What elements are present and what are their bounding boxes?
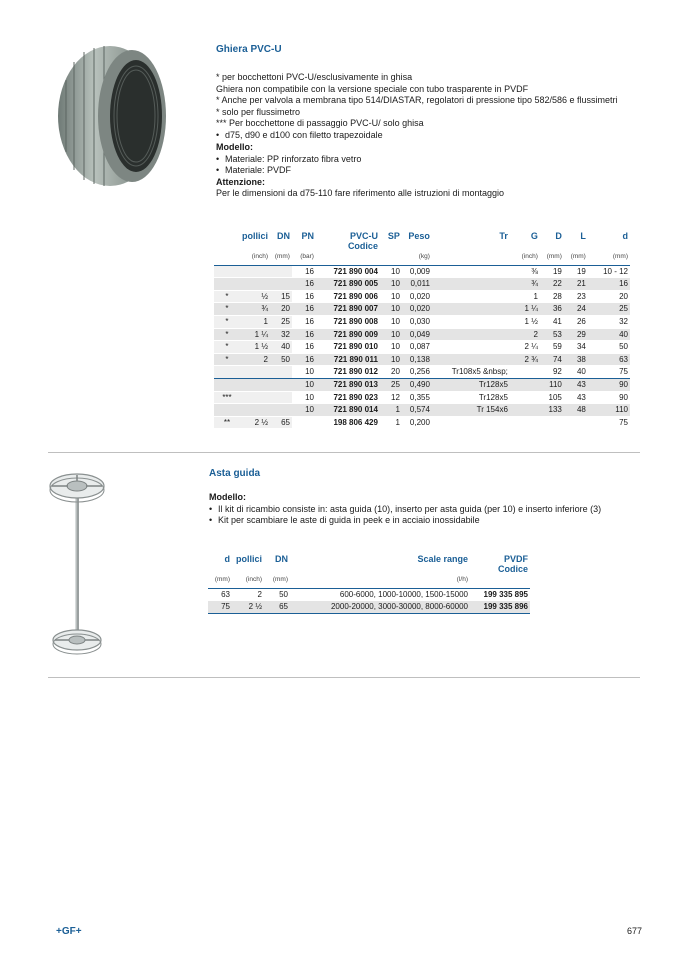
table-cell (270, 391, 292, 404)
table-cell: 10 (380, 303, 402, 316)
table-cell: 2 ½ (240, 416, 270, 429)
column-header: DN (276, 231, 290, 241)
table-cell: 41 (540, 315, 564, 328)
table-cell (432, 353, 510, 366)
divider (48, 677, 640, 678)
unit-label: (bar) (292, 251, 316, 265)
table-cell: 16 (588, 278, 630, 291)
table-cell: 0,011 (402, 278, 432, 291)
table-row (214, 303, 630, 316)
gf-logo: +GF+ (56, 926, 82, 937)
table-cell: 721 890 011 (316, 353, 380, 366)
table-row (214, 353, 630, 366)
table-row (214, 366, 630, 379)
table-cell: 2 (510, 328, 540, 341)
table-cell: 10 (292, 366, 316, 379)
table-cell: 40 (270, 341, 292, 354)
column-header (290, 564, 470, 574)
asta-guida-image (44, 466, 110, 662)
column-header (214, 231, 240, 241)
table-cell (270, 278, 292, 291)
table-cell: 65 (270, 416, 292, 429)
table-cell: 600-6000, 1000-10000, 1500-15000 (290, 588, 470, 601)
table-cell: 1 ½ (510, 315, 540, 328)
table-cell: * (214, 328, 240, 341)
table-row (214, 290, 630, 303)
table-cell: 2 (240, 353, 270, 366)
bullet-item: • Il kit di ricambio consiste in: asta guida (10), inserto per asta guida (per 10) e inserto inferiore (3) (209, 503, 602, 514)
column-header (432, 241, 510, 251)
column-header (292, 241, 316, 251)
table-cell: 22 (540, 278, 564, 291)
table-cell (432, 328, 510, 341)
table-cell: 2 (232, 588, 264, 601)
table-cell: *** (214, 391, 240, 404)
table-cell: 24 (564, 303, 588, 316)
column-header: Codice (347, 241, 378, 251)
table-cell: 110 (540, 378, 564, 391)
table-cell (214, 278, 240, 291)
column-header (214, 241, 240, 251)
table-cell: 110 (588, 404, 630, 417)
table-cell (214, 404, 240, 417)
table-cell (270, 366, 292, 379)
unit-label (214, 251, 240, 265)
table-cell: 721 890 006 (316, 290, 380, 303)
table-cell: 721 890 010 (316, 341, 380, 354)
table-cell: * (214, 353, 240, 366)
page-number: 677 (626, 926, 642, 936)
table-cell: 43 (564, 391, 588, 404)
table-cell (432, 265, 510, 278)
column-header (564, 241, 588, 251)
ghiera-table (214, 231, 630, 429)
table-cell: 16 (292, 328, 316, 341)
table-cell (564, 416, 588, 429)
notes-block (216, 72, 636, 200)
table-cell: 20 (270, 303, 292, 316)
table-cell: ½ (240, 290, 270, 303)
table-row (214, 391, 630, 404)
table-cell: 721 890 005 (316, 278, 380, 291)
column-header: PN (301, 231, 314, 241)
table-cell: 16 (292, 315, 316, 328)
header-row (208, 564, 530, 574)
column-header: Scale range (417, 554, 468, 564)
table-cell: 721 890 008 (316, 315, 380, 328)
column-header: Tr (499, 231, 508, 241)
table-cell (214, 378, 240, 391)
table-cell: * (214, 341, 240, 354)
table-cell (432, 303, 510, 316)
column-header (270, 241, 292, 251)
table-cell: 12 (380, 391, 402, 404)
table-cell: 50 (270, 353, 292, 366)
table-cell: 32 (588, 315, 630, 328)
table-cell: 36 (540, 303, 564, 316)
table-cell: 20 (380, 366, 402, 379)
column-header: DN (275, 554, 288, 564)
table-cell: 0,049 (402, 328, 432, 341)
column-header: Peso (408, 231, 430, 241)
unit-label (470, 574, 530, 588)
table-row (214, 341, 630, 354)
table-cell: 199 335 896 (470, 601, 530, 614)
table-cell: 65 (264, 601, 290, 614)
table-cell (510, 391, 540, 404)
table-cell: 0,020 (402, 303, 432, 316)
table-cell: 0,030 (402, 315, 432, 328)
bullet-item: • d75, d90 e d100 con filetto trapezoidale (216, 129, 383, 140)
note-line: Ghiera non compatibile con la versione speciale con tubo trasparente in PVDF (216, 83, 529, 94)
table-cell: 43 (564, 378, 588, 391)
table-cell: 10 (380, 290, 402, 303)
table-cell: 59 (540, 341, 564, 354)
unit-label: (mm) (270, 251, 292, 265)
table-cell: 53 (540, 328, 564, 341)
table-cell: 721 890 004 (316, 265, 380, 278)
model-label: Modello: (209, 492, 246, 502)
table-cell: 0,490 (402, 378, 432, 391)
model-label: Modello: (216, 142, 253, 152)
table-cell (240, 378, 270, 391)
table-cell: ⅜ (510, 265, 540, 278)
table-cell (432, 290, 510, 303)
column-header: pollici (241, 231, 268, 241)
section-title-ghiera: Ghiera PVC-U (216, 44, 282, 55)
column-header (264, 564, 290, 574)
table-cell: 63 (208, 588, 232, 601)
table-cell: 92 (540, 366, 564, 379)
note-line: *** Per bocchettone di passaggio PVC-U/ solo ghisa (216, 118, 424, 128)
table-cell: ¾ (240, 303, 270, 316)
table-row (214, 378, 630, 391)
table-cell: 20 (588, 290, 630, 303)
table-cell (270, 265, 292, 278)
table-cell: 198 806 429 (316, 416, 380, 429)
column-header: d (622, 231, 628, 241)
unit-label: (mm) (264, 574, 290, 588)
table-cell: ¾ (510, 278, 540, 291)
table-cell: 2000-20000, 3000-30000, 8000-60000 (290, 601, 470, 614)
table-cell: 10 (292, 391, 316, 404)
table-cell: * (214, 290, 240, 303)
table-cell: 75 (208, 601, 232, 614)
table-cell: 10 - 12 (588, 265, 630, 278)
table-cell: 0,200 (402, 416, 432, 429)
section-title-asta-guida: Asta guida (209, 468, 261, 479)
table-cell: 19 (564, 265, 588, 278)
table-cell: 90 (588, 378, 630, 391)
unit-label (432, 251, 510, 265)
column-header (232, 564, 264, 574)
table-cell: 1 ½ (240, 341, 270, 354)
table-cell (510, 416, 540, 429)
header-row (214, 231, 630, 241)
table-cell: 16 (292, 278, 316, 291)
note-line: * solo per flussimetro (216, 106, 301, 117)
table-cell: Tr 154x6 (432, 404, 510, 417)
attention-text: Per le dimensioni da d75-110 fare riferimento alle istruzioni di montaggio (216, 188, 504, 198)
table-cell: 721 890 013 (316, 378, 380, 391)
column-header (380, 241, 402, 251)
table-cell: 10 (380, 278, 402, 291)
table-cell: 0,355 (402, 391, 432, 404)
table-cell (432, 315, 510, 328)
table-cell: 32 (270, 328, 292, 341)
bullet-item: • Materiale: PP rinforzato fibra vetro (216, 153, 362, 164)
table-cell: 105 (540, 391, 564, 404)
table-cell: 10 (380, 341, 402, 354)
table-cell: 90 (588, 391, 630, 404)
table-cell: 133 (540, 404, 564, 417)
table-cell: Tr128x5 (432, 391, 510, 404)
table-cell: 721 890 014 (316, 404, 380, 417)
unit-label (380, 251, 402, 265)
table-row (208, 588, 530, 601)
column-header: SP (387, 231, 400, 241)
table-cell: 0,256 (402, 366, 432, 379)
note-line: * per bocchettoni PVC-U/esclusivamente in ghisa (216, 72, 413, 82)
table-cell: 50 (588, 341, 630, 354)
table-cell: 15 (270, 290, 292, 303)
table-row (214, 328, 630, 341)
column-header (240, 241, 270, 251)
table-cell: 38 (564, 353, 588, 366)
table-cell: 16 (292, 353, 316, 366)
column-header (588, 241, 630, 251)
table-cell: 16 (292, 290, 316, 303)
table-cell: 28 (540, 290, 564, 303)
column-header (510, 241, 540, 251)
table-cell (510, 366, 540, 379)
table-cell: 19 (540, 265, 564, 278)
table-cell (240, 366, 270, 379)
asta-guida-table (208, 554, 530, 614)
table-cell: 1 (380, 416, 402, 429)
table-cell (240, 404, 270, 417)
column-header: pollici (235, 554, 262, 564)
table-cell: 26 (564, 315, 588, 328)
bullet-item: • Materiale: PVDF (216, 165, 292, 175)
table-cell: 34 (564, 341, 588, 354)
table-cell (292, 416, 316, 429)
table-cell (270, 378, 292, 391)
table-cell: Tr108x5 &nbsp; (432, 366, 510, 379)
header-row (214, 241, 630, 251)
table-cell (240, 265, 270, 278)
unit-label: (kg) (402, 251, 432, 265)
table-cell: 2 ¼ (510, 341, 540, 354)
unit-label: (inch) (510, 251, 540, 265)
table-cell: 199 335 895 (470, 588, 530, 601)
table-cell: 1 ¼ (240, 328, 270, 341)
table-cell: 10 (292, 378, 316, 391)
attention-label: Attenzione: (216, 176, 265, 187)
table-row (214, 404, 630, 417)
table-cell: 721 890 023 (316, 391, 380, 404)
table-cell: 25 (380, 378, 402, 391)
table-cell: 23 (564, 290, 588, 303)
table-cell: 10 (380, 328, 402, 341)
table-cell: 25 (270, 315, 292, 328)
header-row (208, 554, 530, 564)
column-header: d (224, 554, 230, 564)
table-cell (510, 378, 540, 391)
table-cell (432, 341, 510, 354)
table-cell: 0,009 (402, 265, 432, 278)
table-cell: 75 (588, 366, 630, 379)
unit-label: (mm) (564, 251, 588, 265)
column-header: Codice (497, 564, 528, 574)
table-cell: 1 (240, 315, 270, 328)
table-cell: ** (214, 416, 240, 429)
table-cell: 10 (380, 265, 402, 278)
column-header: G (530, 231, 538, 241)
table-row (214, 315, 630, 328)
unit-label: (mm) (208, 574, 232, 588)
unit-label: (mm) (588, 251, 630, 265)
table-cell: 29 (564, 328, 588, 341)
table-cell: 2 ¾ (510, 353, 540, 366)
table-cell: * (214, 303, 240, 316)
column-header (540, 241, 564, 251)
table-cell (540, 416, 564, 429)
column-header: PVDF (503, 554, 528, 564)
table-cell: 0,138 (402, 353, 432, 366)
table-cell: 50 (264, 588, 290, 601)
table-cell: 25 (588, 303, 630, 316)
table-cell: 1 ¼ (510, 303, 540, 316)
ghiera-image (52, 40, 174, 190)
table-cell: * (214, 315, 240, 328)
table-cell: 63 (588, 353, 630, 366)
table-cell: 1 (380, 404, 402, 417)
table-cell: Tr128x5 (432, 378, 510, 391)
table-cell: 21 (564, 278, 588, 291)
table-cell (510, 404, 540, 417)
table-cell: 10 (380, 353, 402, 366)
units-row (208, 574, 530, 588)
table-cell: 16 (292, 303, 316, 316)
table-cell: 0,087 (402, 341, 432, 354)
table-row (214, 278, 630, 291)
table-row (208, 601, 530, 614)
table-cell: 48 (564, 404, 588, 417)
table-cell (214, 366, 240, 379)
table-cell: 16 (292, 341, 316, 354)
table-cell (432, 416, 510, 429)
table-cell: 0,020 (402, 290, 432, 303)
table-cell (240, 391, 270, 404)
table-cell: 40 (564, 366, 588, 379)
note-line: * Anche per valvola a membrana tipo 514/DIASTAR, regolatori di pressione tipo 582/586 e flussimetri (216, 95, 618, 105)
table-cell: 2 ½ (232, 601, 264, 614)
bullet-item: • Kit per scambiare le aste di guida in peek e in acciaio inossidabile (209, 515, 480, 525)
table-row (214, 265, 630, 278)
unit-label: (l/h) (290, 574, 470, 588)
table-cell: 40 (588, 328, 630, 341)
table-cell: 10 (292, 404, 316, 417)
column-header: D (555, 231, 562, 241)
column-header (402, 241, 432, 251)
unit-label: (mm) (540, 251, 564, 265)
table-cell: 721 890 007 (316, 303, 380, 316)
unit-label: (inch) (240, 251, 270, 265)
table-row (214, 416, 630, 429)
column-header: PVC-U (349, 231, 378, 241)
unit-label: (inch) (232, 574, 264, 588)
table-cell: 721 890 012 (316, 366, 380, 379)
column-header: L (580, 231, 586, 241)
table-cell (432, 278, 510, 291)
table-cell: 16 (292, 265, 316, 278)
table-cell: 10 (380, 315, 402, 328)
table-cell: 75 (588, 416, 630, 429)
table-cell (214, 265, 240, 278)
table-cell: 0,574 (402, 404, 432, 417)
unit-label (316, 251, 380, 265)
units-row (214, 251, 630, 265)
table-cell: 721 890 009 (316, 328, 380, 341)
table-cell: 74 (540, 353, 564, 366)
table-cell: 1 (510, 290, 540, 303)
table-cell (270, 404, 292, 417)
divider (48, 452, 640, 453)
column-header (208, 564, 232, 574)
table-cell (240, 278, 270, 291)
